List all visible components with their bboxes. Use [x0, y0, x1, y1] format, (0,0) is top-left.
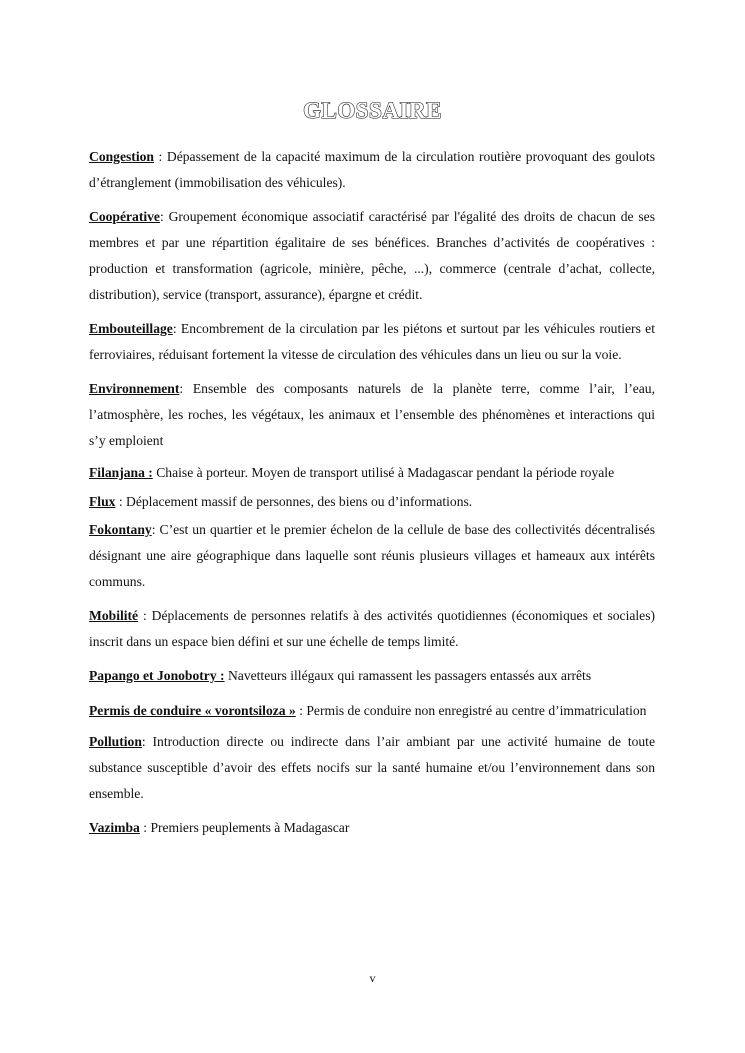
glossary-definition: Déplacement massif de personnes, des biens ou d’informations. [126, 494, 473, 509]
glossary-list [89, 144, 655, 849]
glossary-definition: Groupement économique associatif caractérisé par l'égalité des droits de chacun de ses membres et par une répartition égalitaire de ses bénéfices. Branches d’activités de coopératives : production et transformation (agricole, minière, pêche, ...), commerce (centrale d’achat, collecte, distribution), service (transport, assurance), épargne et crédit. [89, 209, 655, 302]
glossary-term: Embouteillage [89, 321, 173, 336]
glossary-definition: Premiers peuplements à Madagascar [150, 820, 350, 835]
glossary-entry-mobilite [89, 603, 655, 655]
glossary-entry-congestion [89, 144, 655, 196]
glossary-entry-papango [89, 663, 655, 689]
glossary-term: Pollution [89, 734, 142, 749]
glossary-definition: Encombrement de la circulation par les piétons et surtout par les véhicules routiers et ferroviaires, réduisant fortement la vitesse de circulation des véhicules dans un lieu ou sur la voie. [89, 321, 655, 362]
page-number: v [369, 971, 376, 985]
glossary-entry-permis [89, 700, 655, 721]
glossary-separator: : [295, 703, 307, 718]
glossary-term: Flux [89, 494, 116, 509]
glossary-term: Environnement [89, 381, 180, 396]
glossary-entry-pollution [89, 729, 655, 807]
glossary-separator: : [153, 149, 167, 164]
glossary-definition: Déplacements de personnes relatifs à des activités quotidiennes (économiques et sociales) inscrit dans un espace bien défini et sur une échelle de temps limité. [89, 608, 656, 649]
glossary-definition: Chaise à porteur. Moyen de transport utilisé à Madagascar pendant la période royale [156, 465, 615, 480]
glossary-term: Congestion [89, 149, 154, 164]
glossary-entry-filanjana [89, 462, 655, 483]
glossary-term: Permis de conduire « vorontsiloza » [89, 703, 296, 718]
glossary-definition: Ensemble des composants naturels de la planète terre, comme l’air, l’eau, l’atmosphère, les roches, les végétaux, les animaux et l’ensemble des phénomènes et interactions qui s’y emploient [89, 381, 655, 448]
glossary-separator: : [138, 608, 152, 623]
glossary-separator: : [141, 734, 153, 749]
glossary-entry-fokontany [89, 517, 655, 595]
glossary-definition: Permis de conduire non enregistré au centre d’immatriculation [306, 703, 647, 718]
glossary-separator: : [139, 820, 151, 835]
glossary-separator: : [151, 522, 160, 537]
glossary-term: Papango et Jonobotry : [89, 668, 225, 683]
glossary-definition: Introduction directe ou indirecte dans l’air ambiant par une activité humaine de toute substance susceptible d’avoir des effets nocifs sur la santé humaine et/ou l’environnement dans son ensemble. [89, 734, 655, 801]
glossary-term: Coopérative [89, 209, 160, 224]
glossary-definition: Dépassement de la capacité maximum de la circulation routière provoquant des goulots d’étranglement (immobilisation des véhicules). [89, 149, 655, 190]
glossary-term: Filanjana : [89, 465, 153, 480]
glossary-separator: : [115, 494, 127, 509]
glossary-term: Vazimba [89, 820, 140, 835]
glossary-separator: : [179, 381, 193, 396]
glossary-entry-environnement [89, 376, 655, 454]
glossary-entry-vazimba [89, 815, 655, 841]
glossary-entry-embouteillage [89, 316, 655, 368]
glossary-definition: C’est un quartier et le premier échelon de la cellule de base des collectivités décentralisés désignant une aire géographique dans laquelle sont réunis plusieurs villages et hameaux aux intérêts communs. [89, 522, 655, 589]
glossary-term: Fokontany [89, 522, 152, 537]
glossary-term: Mobilité [89, 608, 139, 623]
glossary-definition: Navetteurs illégaux qui ramassent les passagers entassés aux arrêts [227, 668, 592, 683]
glossary-separator: : [159, 209, 169, 224]
glossary-separator: : [172, 321, 181, 336]
glossary-entry-flux [89, 491, 655, 512]
glossary-entry-cooperative [89, 204, 655, 308]
page-title: GLOSSAIRE [303, 98, 442, 123]
